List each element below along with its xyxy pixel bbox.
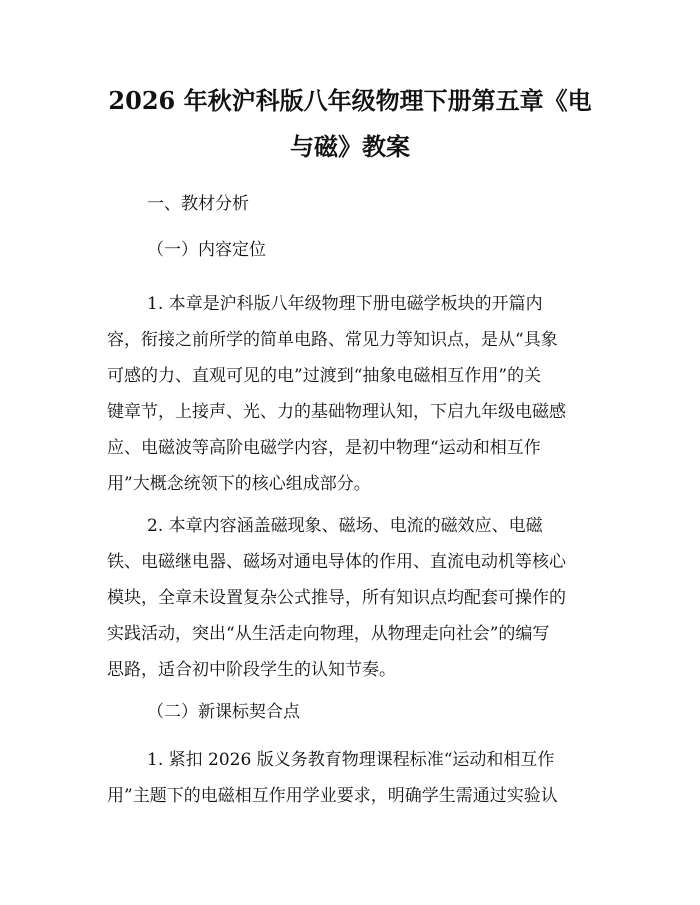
subsection-heading-curriculum-standard: （二）新课标契合点 <box>147 702 300 722</box>
paragraph-line: 模块，全章未设置复杂公式推导，所有知识点均配套可操作的 <box>107 588 566 608</box>
paragraph-line: 用”主题下的电磁相互作用学业要求，明确学生需通过实验认 <box>107 786 558 806</box>
paragraph-2 <box>107 508 601 688</box>
paragraph-line: 思路，适合初中阶段学生的认知节奏。 <box>107 660 396 680</box>
paragraph-line: 应、电磁波等高阶电磁学内容，是初中物理“运动和相互作 <box>107 438 541 458</box>
paragraph-1 <box>107 286 601 502</box>
paragraph-3 <box>107 742 601 814</box>
paragraph-line: 实践活动，突出“从生活走向物理，从物理走向社会”的编写 <box>107 624 550 644</box>
paragraph-line: 可感的力、直观可见的电”过渡到“抽象电磁相互作用”的关 <box>107 366 542 386</box>
document-title-line-1: 2026 年秋沪科版八年级物理下册第五章《电 <box>108 86 592 115</box>
section-heading-textbook-analysis: 一、教材分析 <box>147 194 249 214</box>
paragraph-line: 用”大概念统领下的核心组成部分。 <box>107 474 371 494</box>
paragraph-line: 键章节，上接声、光、力的基础物理认知，下启九年级电磁感 <box>107 402 566 422</box>
paragraph-line: 2. 本章内容涵盖磁现象、磁场、电流的磁效应、电磁 <box>147 516 543 536</box>
document-title-line-2: 与磁》教案 <box>290 132 410 161</box>
paragraph-line: 铁、电磁继电器、磁场对通电导体的作用、直流电动机等核心 <box>107 552 566 572</box>
paragraph-line: 1. 本章是沪科版八年级物理下册电磁学板块的开篇内 <box>147 294 543 314</box>
paragraph-line: 1. 紧扣 2026 版义务教育物理课程标准“运动和相互作 <box>147 750 555 770</box>
paragraph-line: 容，衔接之前所学的简单电路、常见力等知识点，是从“具象 <box>107 330 558 350</box>
subsection-heading-content-positioning: （一）内容定位 <box>147 240 266 260</box>
